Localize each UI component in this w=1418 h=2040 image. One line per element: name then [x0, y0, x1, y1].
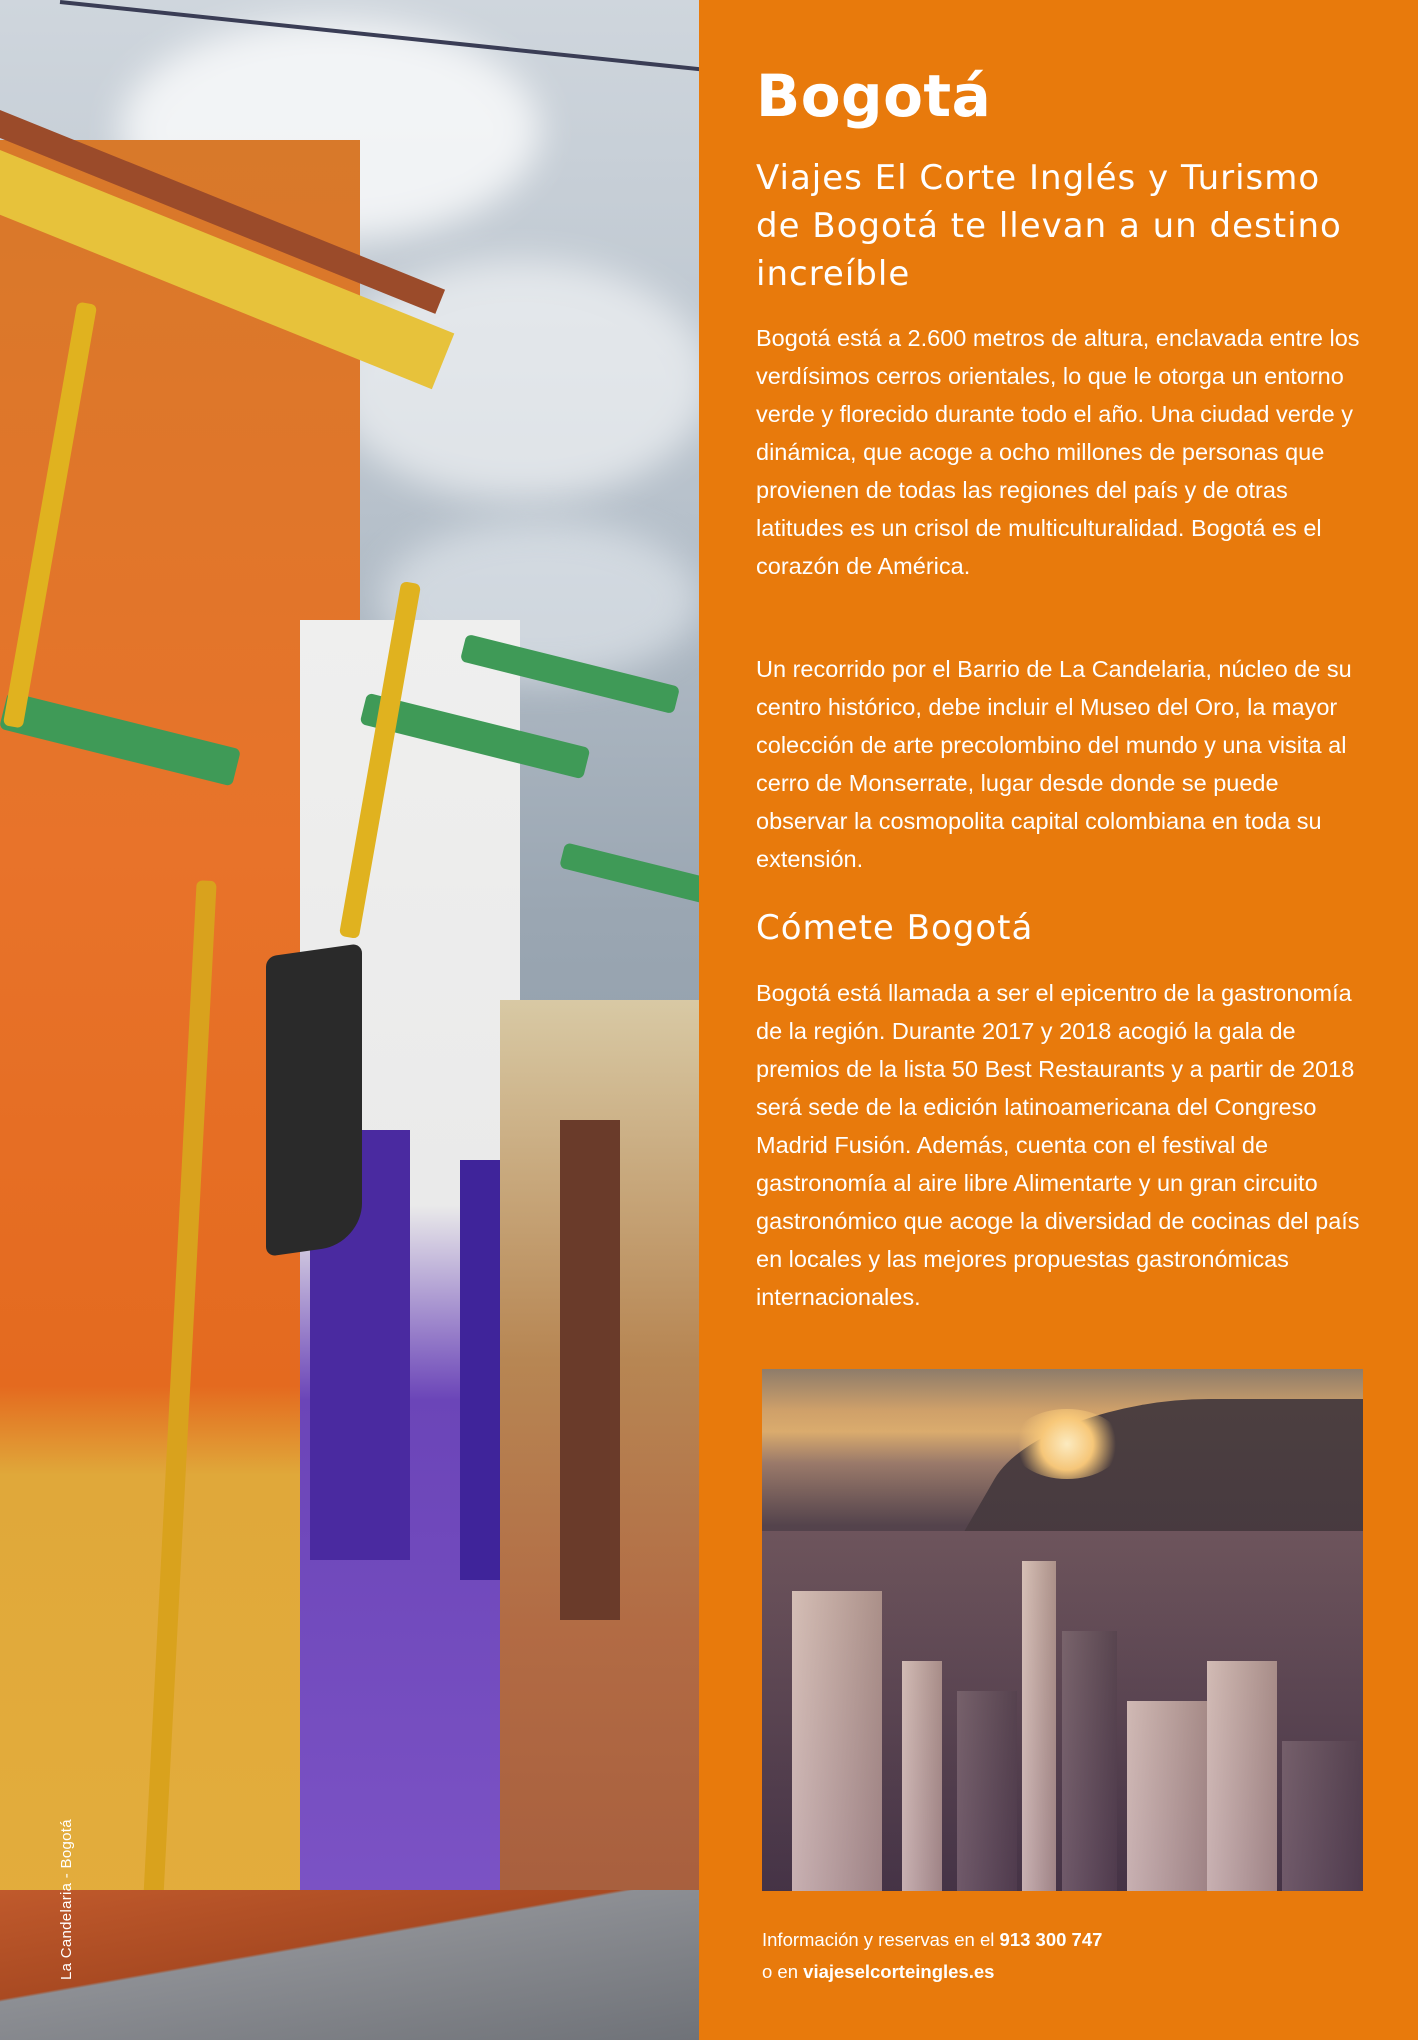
candelaria-paragraph: Un recorrido por el Barrio de La Candelaria, núcleo de su centro histórico, debe incluir el Museo del Oro, la mayor colección de arte precolombino del mundo y una visita al cerro de Monserrate, lugar desde donde se puede observar la cosmopolita capital colombiana en toda su extensión. [756, 656, 1352, 872]
article-panel [699, 0, 1418, 2040]
candelaria-street-photo [0, 0, 699, 2040]
photo-caption: La Candelaria - Bogotá [58, 1819, 75, 1980]
footer-contact [762, 1924, 1362, 1988]
footer-or-text: o en [762, 1961, 799, 1982]
page-subtitle: Viajes El Corte Inglés y Turismo de Bogotá te llevan a un destino increíble [756, 158, 1342, 294]
bogota-skyline-photo [762, 1369, 1363, 1891]
page-title: Bogotá [756, 62, 992, 130]
gastronomy-paragraph: Bogotá está llamada a ser el epicentro de la gastronomía de la región. Durante 2017 y 2018 acogió la gala de premios de la lista 50 Best Restaurants y a partir de 2018 será sede de la edición latinoamericana del Congreso Madrid Fusión. Además, cuenta con el festival de gastronomía al aire libre Alimentarte y un gran circuito gastronómico que acoge la diversidad de cocinas del país en locales y las mejores propuestas gastronómicas internacionales. [756, 980, 1360, 1310]
intro-paragraph: Bogotá está a 2.600 metros de altura, enclavada entre los verdísimos cerros orientales, lo que le otorga un entorno verde y florecido durante todo el año. Una ciudad verde y dinámica, que acoge a ocho millones de personas que provienen de todas las regiones del país y de otras latitudes es un crisol de multiculturalidad. Bogotá es el corazón de América. [756, 325, 1360, 579]
footer-website-link[interactable]: viajeselcorteingles.es [803, 1961, 995, 1982]
section-title: Cómete Bogotá [756, 908, 1034, 948]
footer-phone[interactable]: 913 300 747 [999, 1929, 1103, 1950]
footer-info-text: Información y reservas en el [762, 1929, 995, 1950]
